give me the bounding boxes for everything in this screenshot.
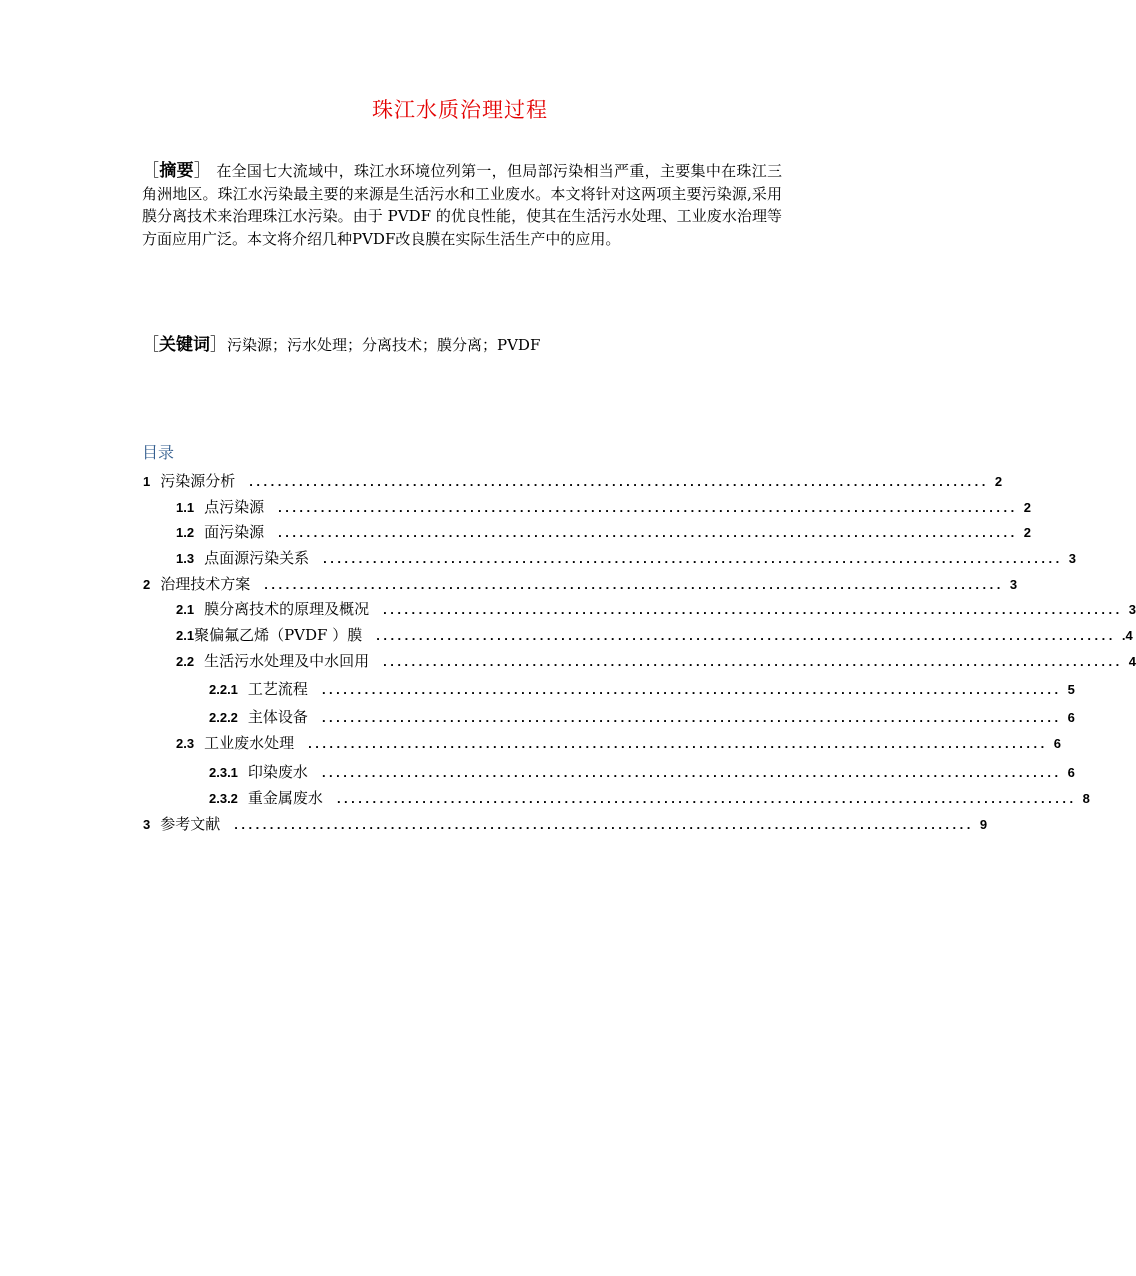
toc-entry[interactable]: 1.1 点污染源 ........................................................................................................ 2	[176, 498, 1031, 516]
keywords-text: 污染源；污水处理；分离技术；膜分离；PVDF	[227, 336, 541, 354]
toc-entry[interactable]: 2 治理技术方案 ........................................................................................................ 3	[143, 575, 1018, 593]
toc-entry[interactable]: 2.3 工业废水处理 ........................................................................................................ 6	[176, 734, 1061, 752]
keywords-label: ［关键词］	[142, 335, 227, 355]
toc-heading: 目录	[142, 443, 175, 462]
toc-entry[interactable]: 1 污染源分析 ........................................................................................................ 2	[143, 472, 1003, 490]
toc-entry[interactable]: 2.1 膜分离技术的原理及概况 ........................................................................................................ 3	[176, 600, 1136, 618]
toc-entry[interactable]: 2.3.2 重金属废水 ........................................................................................................ 8	[209, 789, 1090, 807]
abstract-text: 在全国七大流域中，珠江水环境位列第一，但局部污染相当严重，主要集中在珠江三角洲地区。珠江水污染最主要的来源是生活污水和工业废水。本文将针对这两项主要污染源,采用膜分离技术来治理珠江水污染。由于 PVDF 的优良性能，使其在生活污水处理、工业废水治理等方面应用广泛。本文将介绍几种PVDF改良膜在实际生活生产中的应用。	[142, 162, 783, 248]
toc-entry[interactable]: 1.3 点面源污染关系 ........................................................................................................ 3	[176, 549, 1076, 567]
keywords-line	[142, 330, 540, 355]
toc-entry[interactable]: 2.2.2 主体设备 ........................................................................................................ 6	[209, 708, 1075, 726]
toc-entry[interactable]: 2.2.1 工艺流程 ........................................................................................................ 5	[209, 680, 1075, 698]
abstract-paragraph	[142, 160, 782, 250]
toc-entry[interactable]: 1.2 面污染源 ........................................................................................................ 2	[176, 523, 1031, 541]
toc-entry[interactable]: 2.1 聚偏氟乙烯（PVDF ）膜 ........................................................................................................ .4	[176, 626, 1133, 644]
toc-entry[interactable]: 3 参考文献 ........................................................................................................ 9	[143, 815, 988, 833]
abstract-label: ［摘要］	[142, 161, 212, 181]
toc-entry[interactable]: 2.3.1 印染废水 ........................................................................................................ 6	[209, 763, 1075, 781]
toc-entry[interactable]: 2.2 生活污水处理及中水回用 ........................................................................................................ 4	[176, 652, 1136, 670]
document-title: 珠江水质治理过程	[372, 98, 548, 122]
